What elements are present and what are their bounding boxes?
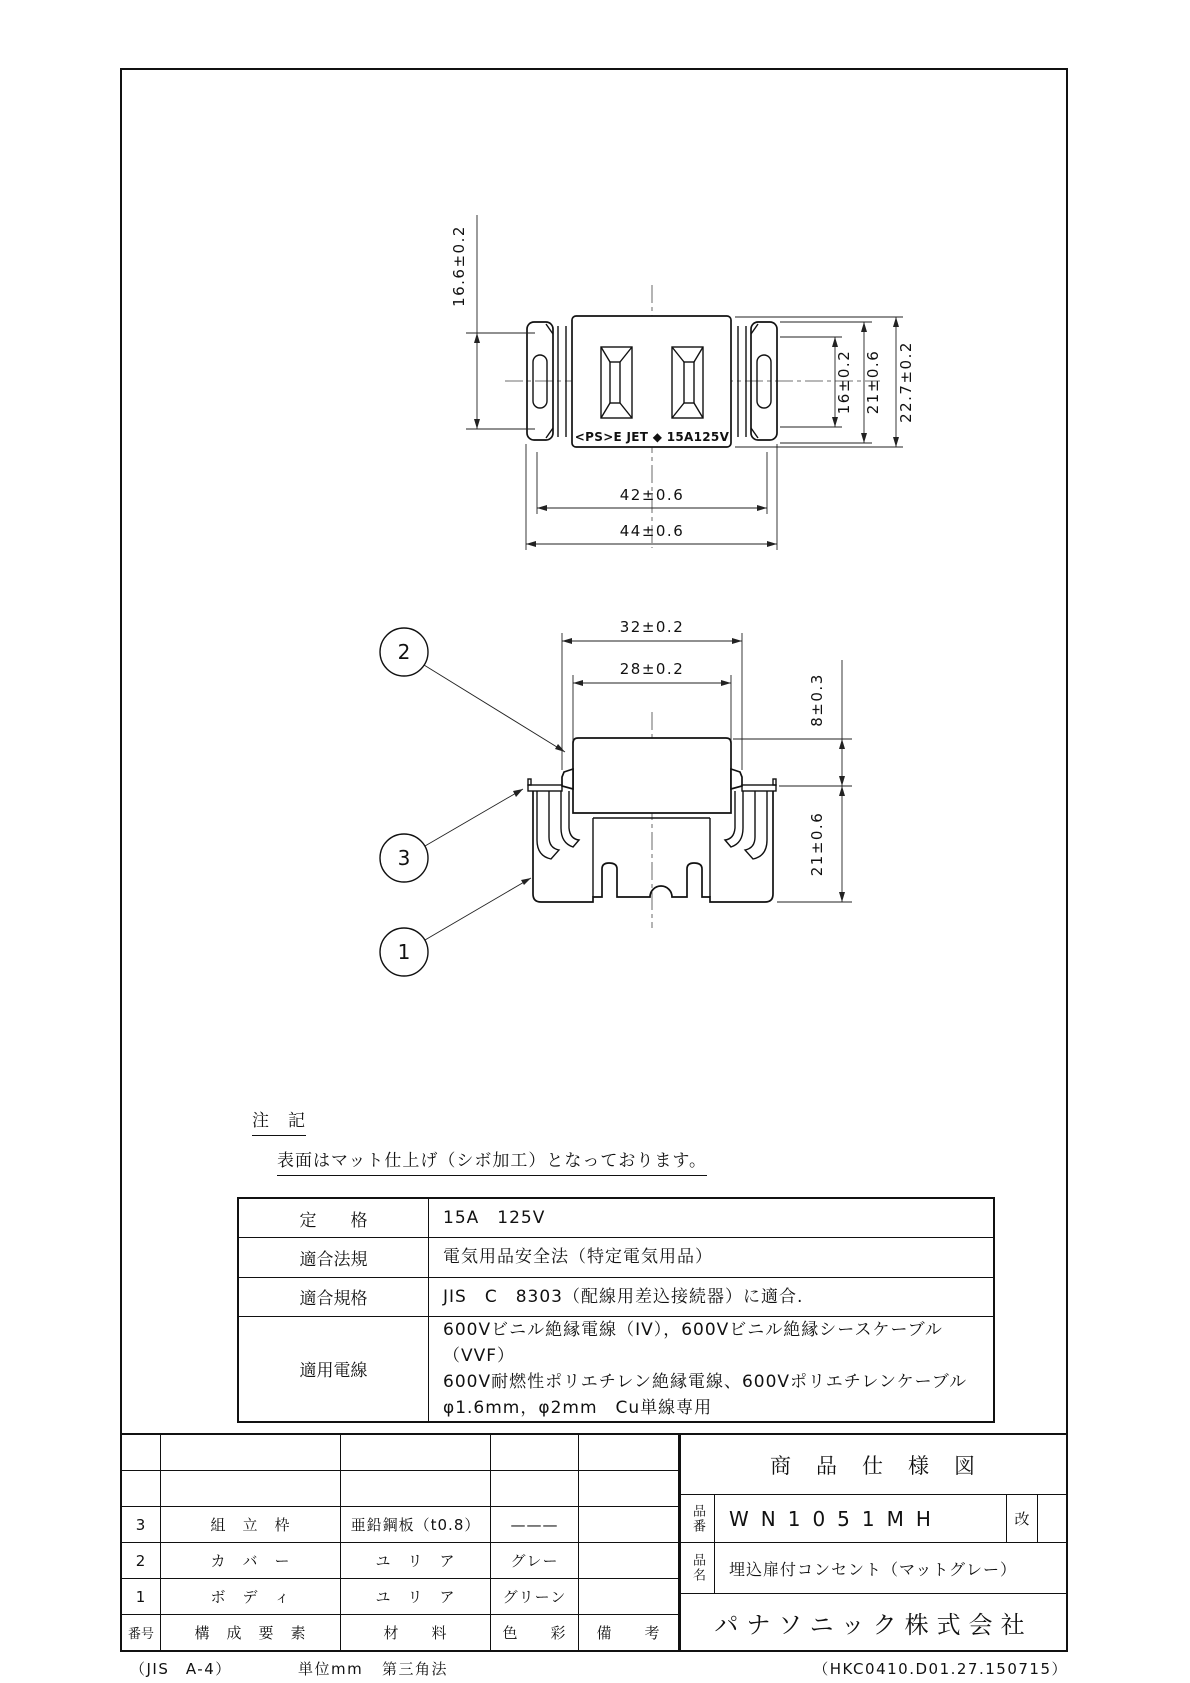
parts-header-color: 色 彩 <box>491 1615 579 1650</box>
revision-label: 改 <box>1006 1495 1037 1542</box>
part-name-label: 品名 <box>681 1543 715 1593</box>
company-name: パナソニック株式会社 <box>714 1610 1033 1639</box>
spec-table <box>237 1197 995 1423</box>
balloon-2-number: 2 <box>397 640 411 664</box>
footer-projection: 第三角法 <box>382 1660 449 1678</box>
spec-row-wires <box>239 1317 993 1421</box>
dim-label-16-6: 16.6±0.2 <box>450 225 468 307</box>
dim-label-28: 28±0.2 <box>619 660 685 678</box>
title-block <box>679 1433 1068 1652</box>
balloon-3-number: 3 <box>397 846 411 870</box>
spec-label-wires: 適用電線 <box>239 1317 429 1421</box>
balloon-1-number: 1 <box>397 940 411 964</box>
parts-header-no: 番号 <box>122 1615 161 1650</box>
parts-table <box>120 1433 680 1652</box>
part-number-row <box>681 1495 1066 1543</box>
spec-label-law: 適合法規 <box>239 1238 429 1276</box>
spec-row-rating <box>239 1199 993 1238</box>
drawing-title: 商 品 仕 様 図 <box>681 1435 1066 1495</box>
side-view-drawing <box>380 618 852 976</box>
cover-section <box>573 738 731 813</box>
balloon-1 <box>380 878 531 976</box>
pse-jet-marking: <PS>E JET ◆ 15A125V <box>574 430 730 444</box>
spec-value-standard: JIS C 8303（配線用差込接続器）に適合. <box>443 1286 804 1307</box>
parts-row-2: 2 カ バ ー ユ リ ア グレー <box>122 1543 678 1579</box>
footer-sheet-size: （JIS A-4） <box>130 1660 232 1678</box>
part-name: 埋込扉付コンセント（マットグレー） <box>729 1559 1018 1579</box>
spec-row-law <box>239 1238 993 1277</box>
parts-row-empty-2 <box>122 1471 678 1507</box>
dim-label-8: 8±0.3 <box>808 673 826 727</box>
parts-header-row <box>122 1615 678 1650</box>
parts-header-material: 材 料 <box>341 1615 491 1650</box>
dim-label-44: 44±0.6 <box>619 522 685 540</box>
notes-heading: 注 記 <box>252 1106 306 1136</box>
spec-row-standard <box>239 1278 993 1317</box>
notes-line-1: 表面はマット仕上げ（シボ加工）となっております。 <box>277 1146 707 1176</box>
parts-header-remarks: 備 考 <box>596 1624 661 1642</box>
footer-doc-code: （HKC0410.D01.27.150715） <box>813 1660 1068 1678</box>
spec-value-rating: 15A 125V <box>443 1208 546 1229</box>
footer-unit: 単位mm <box>298 1660 364 1678</box>
dim-label-21-side: 21±0.6 <box>808 811 826 877</box>
revision-value <box>1037 1495 1066 1542</box>
dim-label-22-7: 22.7±0.2 <box>897 341 915 423</box>
spec-value-law: 電気用品安全法（特定電気用品） <box>443 1247 713 1268</box>
dim-label-16: 16±0.2 <box>835 349 853 415</box>
balloon-2 <box>380 628 565 752</box>
cover-plate-outline <box>572 316 731 447</box>
spec-label-rating: 定 格 <box>239 1199 429 1237</box>
front-view-drawing <box>450 215 915 550</box>
part-number: WN1051MH <box>729 1506 943 1531</box>
spec-label-standard: 適合規格 <box>239 1278 429 1316</box>
part-name-row <box>681 1543 1066 1594</box>
spec-value-wires-line1: 600Vビニル絶縁電線（IV），600Vビニル絶縁シースケーブル（VVF） <box>443 1319 943 1366</box>
parts-header-component: 構 成 要 素 <box>161 1615 341 1650</box>
spec-value-wires-line3: φ1.6mm，φ2mm Cu単線専用 <box>443 1397 713 1418</box>
part-number-label: 品番 <box>681 1495 715 1542</box>
balloon-3 <box>380 789 523 882</box>
parts-row-3: 3 組 立 枠 亜鉛鋼板（t0.8） ——— <box>122 1507 678 1543</box>
spec-value-wires-line2: 600V耐燃性ポリエチレン絶縁電線、600Vポリエチレンケーブル <box>443 1371 968 1392</box>
dim-label-42: 42±0.6 <box>619 486 685 504</box>
dim-label-32: 32±0.2 <box>619 618 685 636</box>
parts-row-empty-1 <box>122 1435 678 1471</box>
parts-row-1: 1 ボ デ ィ ユ リ ア グリーン <box>122 1579 678 1615</box>
dim-label-21: 21±0.6 <box>864 349 882 415</box>
